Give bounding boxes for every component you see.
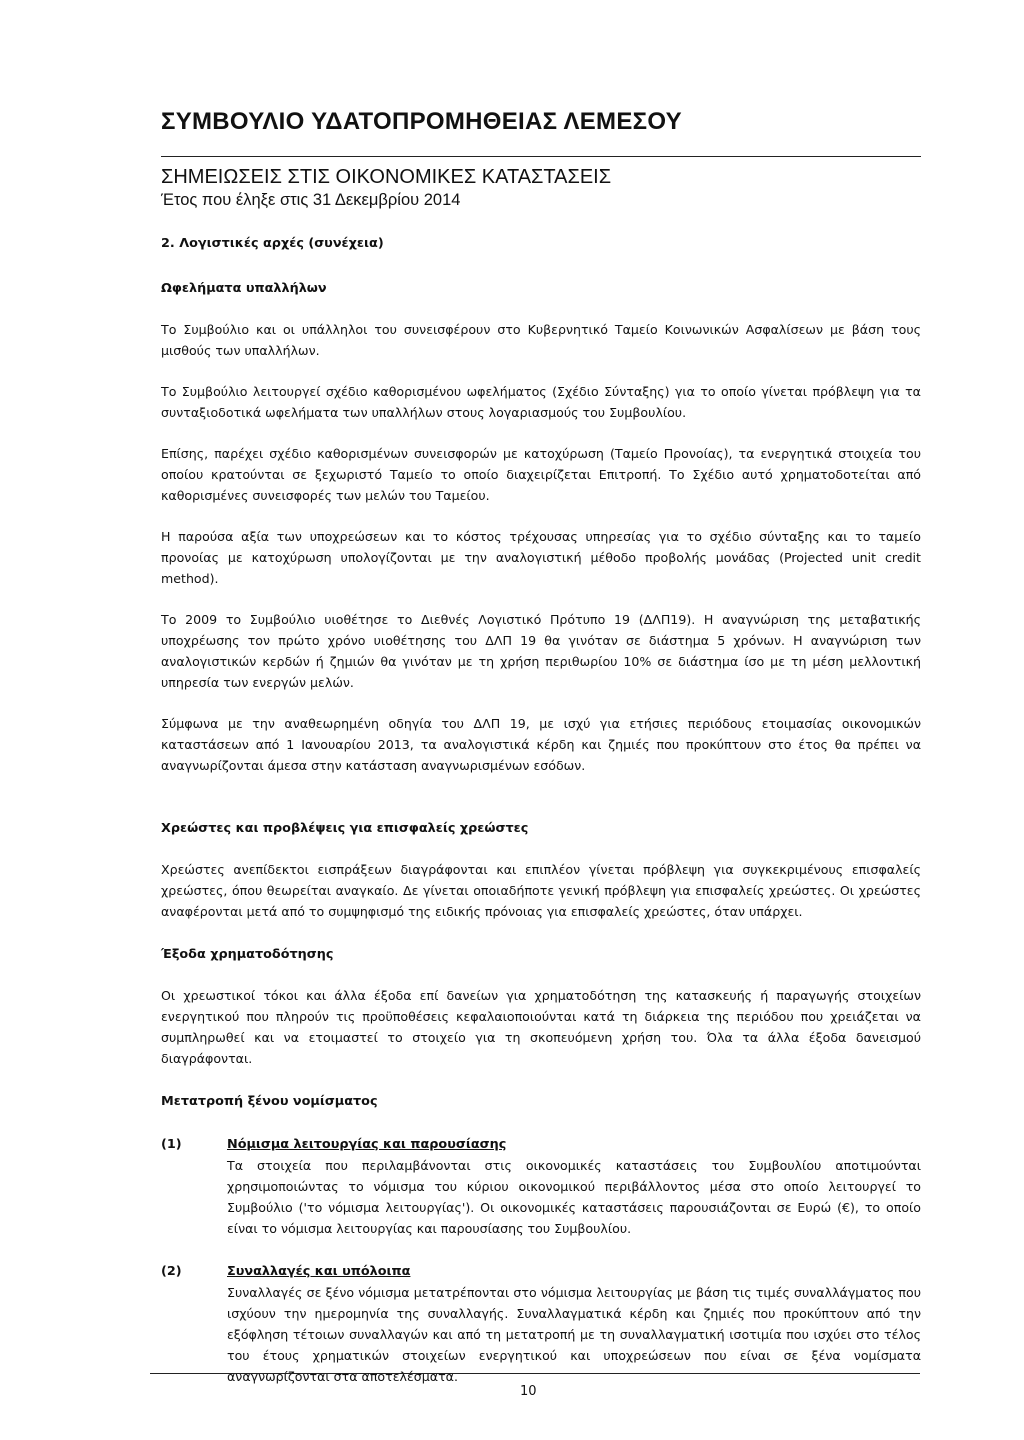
financing-paragraph: Οι χρεωστικοί τόκοι και άλλα έξοδα επί δανείων για χρηματοδότηση της κατασκευής ή παραγωγής στοιχείων ενεργητικού που πληρούν τις προϋποθέσεις κεφαλαιοποιούνται κατά τη διάρκεια της περιόδου που χρειάζεται να συμπληρωθεί και να ετοιμαστεί το στοιχείο για τη σκοπευόμενη χρήση του. Όλα τα άλλα έξοδα δανεισμού διαγράφονται. [161,988,921,1066]
currency-heading: Μετατροπή ξένου νομίσματος [161,1094,378,1109]
currency-item-1 [161,1134,921,1239]
organization-title: ΣΥΜΒΟΥΛΙΟ ΥΔΑΤΟΠΡΟΜΗΘΕΙΑΣ ΛΕΜΕΣΟΥ [161,108,682,135]
currency-item-body [227,1261,921,1387]
currency-item-text: Συναλλαγές σε ξένο νόμισμα μετατρέπονται στο νόμισμα λειτουργίας με βάση τις τιμές συναλλάγματος που ισχύουν την ημερομηνία της συναλλαγής. Συναλλαγματικά κέρδη και ζημιές που προκύπτουν από την εξόφληση τέτοιων συναλλαγών και από τη μετατροπή με τη συναλλαγματική ισοτιμία που ισχύει στο τέλος του έτους χρηματικών στοιχείων ενεργητικού και υποχρεώσεων που είναι σε ξένα νομίσματα αναγνωρίζονται στα αποτελέσματα. [227,1285,921,1384]
currency-item-number: (1) [161,1137,182,1152]
currency-item-body [227,1134,921,1239]
currency-item-text: Τα στοιχεία που περιλαμβάνονται στις οικονομικές καταστάσεις του Συμβουλίου αποτιμούνται χρησιμοποιώντας το νόμισμα του κύριου οικονομικού περιβάλλοντος μέσα στο οποίο λειτουργεί το Συμβούλιο ('το νόμισμα λειτουργίας'). Οι οικονομικές καταστάσεις παρουσιάζονται σε Ευρώ (€), το οποίο είναι το νόμισμα λειτουργίας και παρουσίασης του Συμβουλίου. [227,1158,921,1236]
currency-item-2 [161,1261,921,1387]
document-period: Έτος που έληξε στις 31 Δεκεμβρίου 2014 [161,191,461,209]
currency-item-number: (2) [161,1264,182,1279]
section-heading: 2. Λογιστικές αρχές (συνέχεια) [161,236,384,251]
debtors-heading: Χρεώστες και προβλέψεις για επισφαλείς χρεώστες [161,821,529,836]
footer-rule [150,1373,920,1374]
financing-heading: Έξοδα χρηματοδότησης [161,947,334,962]
header-rule [161,156,921,157]
debtors-paragraph: Χρεώστες ανεπίδεκτοι εισπράξεων διαγράφονται και επιπλέον γίνεται πρόβλεψη για συγκεκριμένους επισφαλείς χρεώστες, όπου θεωρείται αναγκαίο. Δε γίνεται οποιαδήποτε γενική πρόβλεψη για επισφαλείς χρεώστες. Οι χρεώστες αναφέρονται μετά από το συμψηφισμό της ειδικής πρόνοιας για επισφαλείς χρεώστες, όταν υπάρχει. [161,862,921,919]
employee-benefits-paragraph-2: Το Συμβούλιο λειτουργεί σχέδιο καθορισμένου ωφελήματος (Σχέδιο Σύνταξης) για το οποίο γίνεται πρόβλεψη για τα συνταξιοδοτικά ωφελήματα των υπαλλήλων στους λογαριασμούς του Συμβουλίου. [161,384,921,420]
employee-benefits-paragraph-5: Το 2009 το Συμβούλιο υιοθέτησε το Διεθνές Λογιστικό Πρότυπο 19 (ΔΛΠ19). Η αναγνώριση της μεταβατικής υποχρέωσης τον πρώτο χρόνο υιοθέτησης του ΔΛΠ 19 θα γινόταν σε διάστημα 5 χρόνων. Η αναγνώριση των αναλογιστικών κερδών ή ζημιών θα γινόταν με τη χρήση περιθωρίου 10% σε διάστημα ίσο με τη μέση μελλοντική υπηρεσία των ενεργών μελών. [161,612,921,690]
page-content [161,233,921,1387]
employee-benefits-paragraph-3: Επίσης, παρέχει σχέδιο καθορισμένων συνεισφορών με κατοχύρωση (Ταμείο Προνοίας), τα ενεργητικά στοιχεία του οποίου κρατούνται σε ξεχωριστό Ταμείο το οποίο διαχειρίζεται Επιτροπή. Το Σχέδιο αυτό χρηματοδοτείται από καθορισμένες συνεισφορές των μελών του Ταμείου. [161,446,921,503]
employee-benefits-paragraph-1: Το Συμβούλιο και οι υπάλληλοι του συνεισφέρουν στο Κυβερνητικό Ταμείο Κοινωνικών Ασφαλίσεων με βάση τους μισθούς των υπαλλήλων. [161,322,921,358]
employee-benefits-heading: Ωφελήματα υπαλλήλων [161,281,327,296]
currency-item-title: Νόμισμα λειτουργίας και παρουσίασης [227,1137,507,1152]
employee-benefits-paragraph-6: Σύμφωνα με την αναθεωρημένη οδηγία του ΔΛΠ 19, με ισχύ για ετήσιες περιόδους ετοιμασίας οικονομικών καταστάσεων από 1 Ιανουαρίου 2013, τα αναλογιστικά κέρδη και ζημιές που προκύπτουν στο έτος θα πρέπει να αναγνωρίζονται άμεσα στην κατάσταση αναγνωρισμένων εσόδων. [161,716,921,773]
currency-item-title: Συναλλαγές και υπόλοιπα [227,1264,411,1279]
page-number: 10 [520,1384,537,1399]
employee-benefits-paragraph-4: Η παρούσα αξία των υποχρεώσεων και το κόστος τρέχουσας υπηρεσίας για το σχέδιο σύνταξης και το ταμείο προνοίας με κατοχύρωση υπολογίζονται με την αναλογιστική μέθοδο προβολής μονάδας (Projected unit credit method). [161,529,921,586]
document-title: ΣΗΜΕΙΩΣΕΙΣ ΣΤΙΣ ΟΙΚΟΝΟΜΙΚΕΣ ΚΑΤΑΣΤΑΣΕΙΣ [161,166,612,188]
